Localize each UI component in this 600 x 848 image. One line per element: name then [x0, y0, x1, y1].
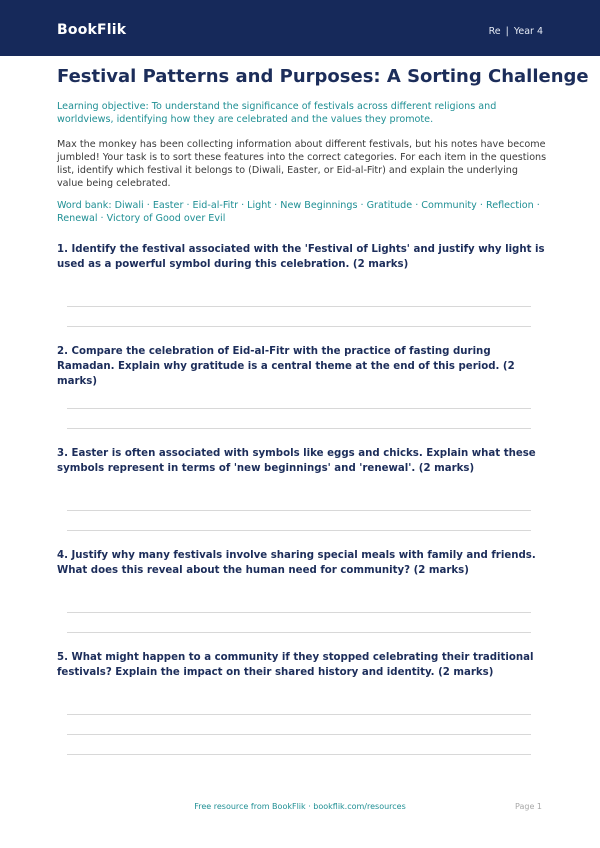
question-5: 5. What might happen to a community if they stopped celebrating their traditional festivals? Explain the impact on their shared history and identity. (2 marks) [57, 652, 534, 678]
year-label: Year 4 [513, 26, 543, 37]
answer-line[interactable] [67, 714, 531, 715]
answer-line[interactable] [67, 326, 531, 327]
answer-line[interactable] [67, 510, 531, 511]
learning-objective: Learning objective: To understand the significance of festivals across different religions and worldviews, identifying how they are celebrated and the values they promote. [57, 101, 497, 125]
footer-link[interactable]: Free resource from BookFlik · bookflik.com/resources [194, 802, 406, 811]
word-bank: Word bank: Diwali · Easter · Eid-al-Fitr · Light · New Beginnings · Gratitude · Community · Reflection · Renewal · Victory of Good over Evil [57, 200, 540, 224]
question-4: 4. Justify why many festivals involve sharing special meals with family and friends. What does this reveal about the human need for community? (2 marks) [57, 550, 536, 576]
answer-line[interactable] [67, 530, 531, 531]
answer-line[interactable] [67, 734, 531, 735]
answer-line[interactable] [67, 754, 531, 755]
answer-line[interactable] [67, 408, 531, 409]
header-separator: | [505, 26, 509, 37]
intro-paragraph: Max the monkey has been collecting information about different festivals, but his notes have become jumbled! Your task is to sort these features into the correct categories. For each item in the questions list, identify which festival it belongs to (Diwali, Easter, or Eid-al-Fitr) and explain the underlying value being celebrated. [57, 139, 547, 189]
page-number: Page 1 [515, 802, 542, 811]
header-meta [489, 26, 543, 37]
brand-logo[interactable]: BookFlik [57, 22, 127, 38]
question-2: 2. Compare the celebration of Eid-al-Fitr with the practice of fasting during Ramadan. Explain why gratitude is a central theme at the end of this period. (2 marks) [57, 346, 515, 387]
question-1: 1. Identify the festival associated with the 'Festival of Lights' and justify why light is used as a powerful symbol during this celebration. (2 marks) [57, 244, 545, 270]
answer-line[interactable] [67, 306, 531, 307]
answer-line[interactable] [67, 632, 531, 633]
answer-line[interactable] [67, 612, 531, 613]
page-title: Festival Patterns and Purposes: A Sorting Challenge [57, 66, 589, 87]
subject-label: Re [488, 26, 501, 37]
header-bar [0, 0, 600, 56]
answer-line[interactable] [67, 428, 531, 429]
question-3: 3. Easter is often associated with symbols like eggs and chicks. Explain what these symbols represent in terms of 'new beginnings' and 'renewal'. (2 marks) [57, 448, 536, 474]
